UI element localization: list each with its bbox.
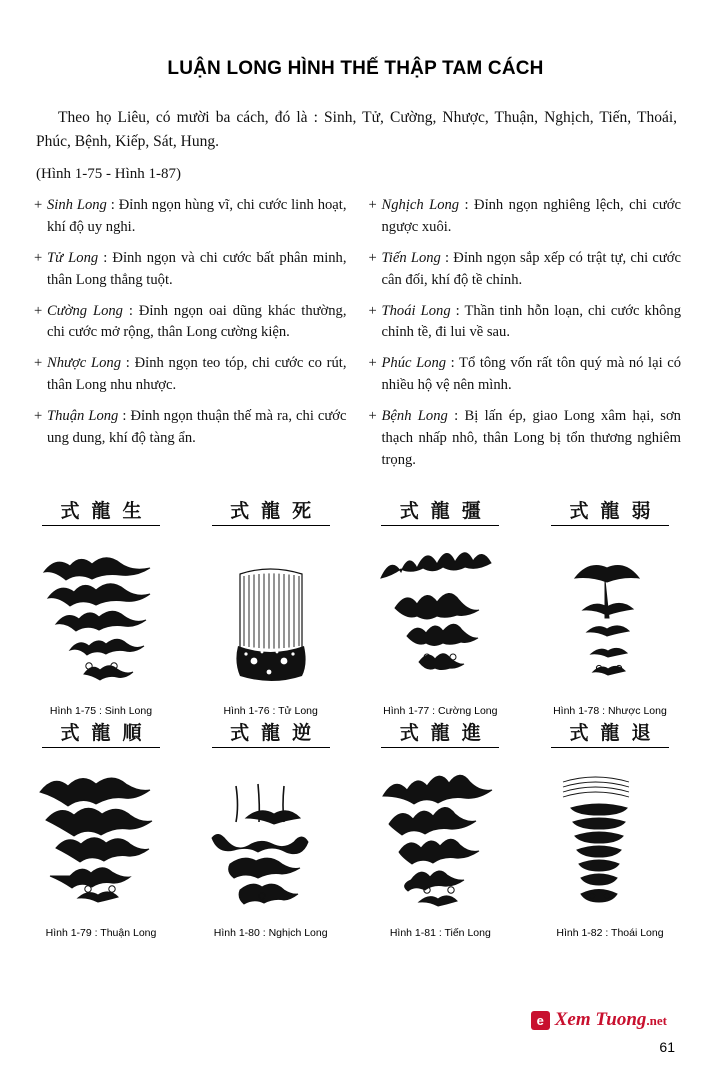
term-name: Thoái Long bbox=[381, 302, 451, 319]
figure-heading-cjk: 式龍順 bbox=[42, 723, 160, 748]
watermark-domain: .net bbox=[646, 1013, 667, 1028]
term-name: Cường Long bbox=[47, 302, 123, 319]
bullet-plus-icon: + bbox=[34, 197, 43, 214]
definition-columns bbox=[34, 195, 681, 481]
definition-item bbox=[369, 301, 682, 345]
term-name: Nghịch Long bbox=[381, 197, 460, 214]
figure-heading-cjk: 式龍退 bbox=[551, 723, 669, 748]
figure-caption: Hình 1-78 : Nhược Long bbox=[553, 704, 667, 717]
figure-caption: Hình 1-76 : Tử Long bbox=[223, 704, 318, 717]
figure-nhuoc-long bbox=[535, 501, 685, 717]
definition-item bbox=[369, 353, 682, 397]
figure-heading-cjk: 式龍逆 bbox=[212, 723, 330, 748]
figure-gallery bbox=[0, 501, 711, 939]
term-name: Phúc Long bbox=[381, 355, 447, 372]
watermark-badge-icon: e bbox=[531, 1011, 550, 1030]
watermark-name: Xem Tuong bbox=[554, 1009, 647, 1030]
figure-illustration-thuan-long bbox=[26, 756, 176, 921]
term-definition: : Đỉnh ngọn hùng vĩ, chi cước linh hoạt, khí độ uy nghi. bbox=[47, 197, 347, 235]
figure-caption: Hình 1-77 : Cường Long bbox=[383, 704, 498, 717]
figure-caption: Hình 1-82 : Thoái Long bbox=[556, 926, 664, 939]
term-name: Tử Long bbox=[47, 249, 99, 266]
figure-heading-cjk: 式龍進 bbox=[381, 723, 499, 748]
figure-illustration-thoai-long bbox=[535, 756, 685, 921]
term-definition: : Đỉnh ngọn và chi cước bất phân minh, thân Long thẳng tuột. bbox=[47, 249, 347, 288]
bullet-plus-icon: + bbox=[368, 302, 377, 319]
figure-sinh-long bbox=[26, 501, 176, 717]
figure-nghich-long bbox=[196, 723, 346, 939]
definition-item bbox=[34, 353, 347, 397]
figure-heading-cjk: 式龍彊 bbox=[381, 501, 499, 526]
page-title: LUẬN LONG HÌNH THẾ THẬP TAM CÁCH bbox=[167, 58, 544, 79]
definition-column-right bbox=[369, 195, 682, 481]
term-name: Thuận Long bbox=[47, 408, 119, 425]
term-definition: : Đỉnh ngọn sắp xếp có trật tự, chi cước cân đối, khí độ tề chỉnh. bbox=[381, 249, 681, 288]
figure-caption: Hình 1-75 : Sinh Long bbox=[49, 704, 153, 717]
definition-column-left bbox=[34, 195, 347, 481]
figure-illustration-cuong-long bbox=[365, 534, 515, 699]
bullet-plus-icon: + bbox=[34, 408, 43, 425]
figure-heading-cjk: 式龍死 bbox=[212, 501, 330, 526]
definition-item bbox=[34, 301, 347, 345]
figure-cuong-long bbox=[365, 501, 515, 717]
figure-thoai-long bbox=[535, 723, 685, 939]
bullet-plus-icon: + bbox=[368, 197, 377, 214]
figure-illustration-sinh-long bbox=[26, 534, 176, 699]
figure-row bbox=[0, 723, 711, 939]
figure-range-label: (Hình 1-75 - Hình 1-87) bbox=[36, 166, 181, 183]
definition-item bbox=[34, 248, 347, 292]
figure-caption: Hình 1-81 : Tiến Long bbox=[389, 926, 491, 939]
figure-illustration-tien-long bbox=[365, 756, 515, 921]
definition-item bbox=[34, 195, 347, 239]
bullet-plus-icon: + bbox=[368, 249, 377, 266]
term-definition: : Đỉnh ngọn thuận thế mà ra, chi cước ung dung, khí độ tàng ẩn. bbox=[47, 408, 347, 447]
figure-row bbox=[0, 501, 711, 717]
figure-illustration-tu-long bbox=[196, 534, 346, 699]
definition-item bbox=[369, 248, 682, 292]
page-number: 61 bbox=[659, 1039, 675, 1055]
figure-illustration-nhuoc-long bbox=[535, 534, 685, 699]
figure-tien-long bbox=[365, 723, 515, 939]
bullet-plus-icon: + bbox=[34, 355, 43, 372]
term-name: Tiến Long bbox=[381, 249, 441, 266]
bullet-plus-icon: + bbox=[368, 355, 377, 372]
bullet-plus-icon: + bbox=[368, 408, 377, 425]
definition-item bbox=[369, 195, 682, 239]
term-name: Sinh Long bbox=[47, 197, 107, 214]
figure-tu-long bbox=[196, 501, 346, 717]
watermark bbox=[531, 1009, 667, 1031]
term-name: Nhược Long bbox=[47, 355, 122, 372]
intro-paragraph: Theo họ Liêu, có mười ba cách, đó là : Sinh, Tử, Cường, Nhược, Thuận, Nghịch, Tiến, Thoái, Phúc, Bệnh, Kiếp, Sát, Hung. bbox=[36, 109, 677, 151]
term-definition: : Tổ tông vốn rất tôn quý mà nó lại có nhiều hộ vệ nên mình. bbox=[381, 355, 681, 394]
figure-thuan-long bbox=[26, 723, 176, 939]
bullet-plus-icon: + bbox=[34, 249, 43, 266]
term-definition: : Đỉnh ngọn oai dũng khác thường, chi cước mở rộng, thân Long cường kiện. bbox=[47, 302, 347, 341]
definition-item bbox=[369, 406, 682, 472]
figure-illustration-nghich-long bbox=[196, 756, 346, 921]
figure-heading-cjk: 式龍生 bbox=[42, 501, 160, 526]
term-definition: : Bị lấn ép, giao Long xâm hại, sơn thạch nhấp nhô, thân Long bị tổn thương nghiêm trọng. bbox=[381, 408, 681, 468]
term-definition: : Thần tinh hỗn loạn, chi cước không chỉnh tề, đi lui về sau. bbox=[381, 302, 682, 341]
term-definition: : Đỉnh ngọn nghiêng lệch, chi cước ngược xuôi. bbox=[381, 197, 681, 235]
bullet-plus-icon: + bbox=[34, 302, 43, 319]
term-name: Bệnh Long bbox=[381, 408, 448, 425]
definition-item bbox=[34, 406, 347, 450]
term-definition: : Đỉnh ngọn teo tóp, chi cước co rút, thân Long nhu nhược. bbox=[47, 355, 347, 394]
figure-caption: Hình 1-80 : Nghịch Long bbox=[213, 926, 328, 939]
figure-heading-cjk: 式龍弱 bbox=[551, 501, 669, 526]
figure-caption: Hình 1-79 : Thuận Long bbox=[45, 926, 157, 939]
